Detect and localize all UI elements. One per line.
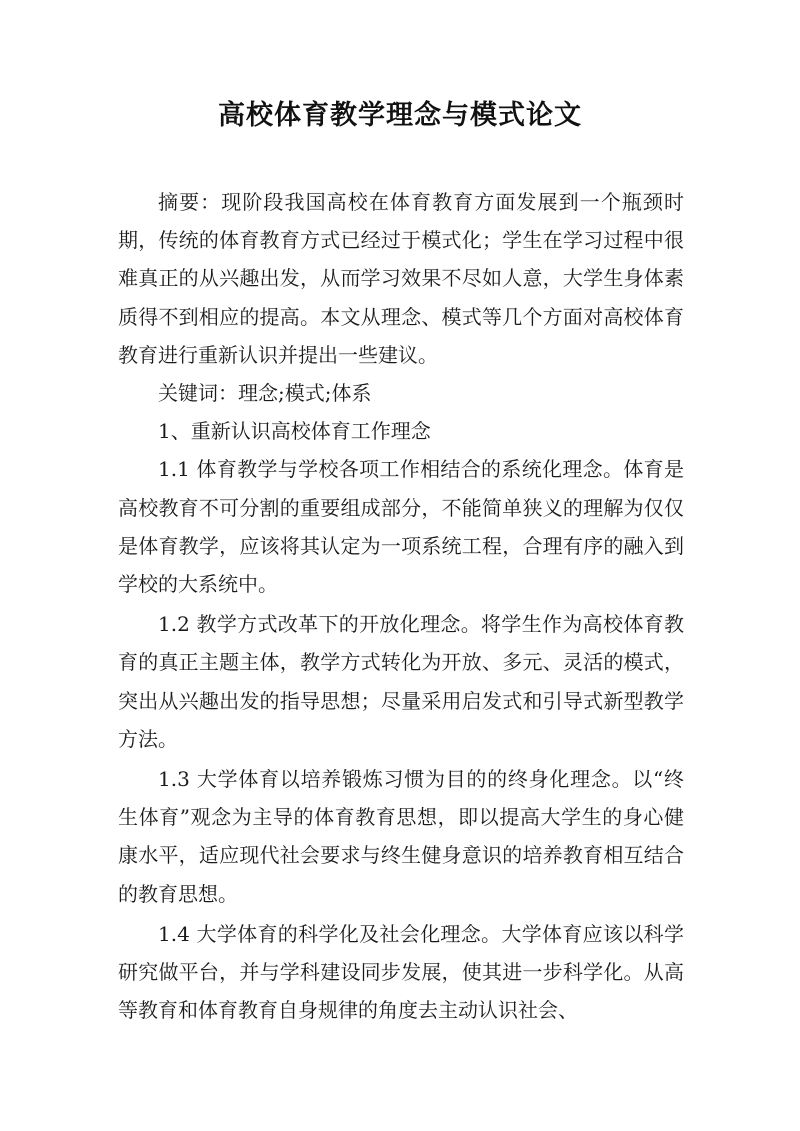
document-body <box>118 183 684 1029</box>
abstract-paragraph: 摘要：现阶段我国高校在体育教育方面发展到一个瓶颈时期，传统的体育教育方式已经过于模式化；学生在学习过程中很难真正的从兴趣出发，从而学习效果不尽如人意，大学生身体素质得不到相应的提高。本文从理念、模式等几个方面对高校体育教育进行重新认识并提出一些建议。 <box>118 190 684 367</box>
keywords-paragraph: 关键词：理念;模式;体系 <box>158 381 372 406</box>
body-paragraph: 1.3 大学体育以培养锻炼习惯为目的的终身化理念。以“终生体育”观念为主导的体育教育思想，即以提高大学生的身心健康水平，适应现代社会要求与终生健身意识的培养教育相互结合的教育思想。 <box>118 767 684 906</box>
body-paragraph: 1.4 大学体育的科学化及社会化理念。大学体育应该以科学研究做平台，并与学科建设同步发展，使其进一步科学化。从高等教育和体育教育自身规律的角度去主动认识社会、 <box>118 921 684 1023</box>
body-paragraph: 1.2 教学方式改革下的开放化理念。将学生作为高校体育教育的真正主题主体，教学方式转化为开放、多元、灵活的模式，突出从兴趣出发的指导思想；尽量采用启发式和引导式新型教学方法。 <box>118 612 684 751</box>
section-heading: 1、重新认识高校体育工作理念 <box>158 419 431 444</box>
body-paragraph: 1.1 体育教学与学校各项工作相结合的系统化理念。体育是高校教育不可分割的重要组成部分，不能简单狭义的理解为仅仅是体育教学，应该将其认定为一项系统工程，合理有序的融入到学校的大系统中。 <box>118 457 684 597</box>
document-title: 高校体育教学理念与模式论文 <box>218 100 582 131</box>
